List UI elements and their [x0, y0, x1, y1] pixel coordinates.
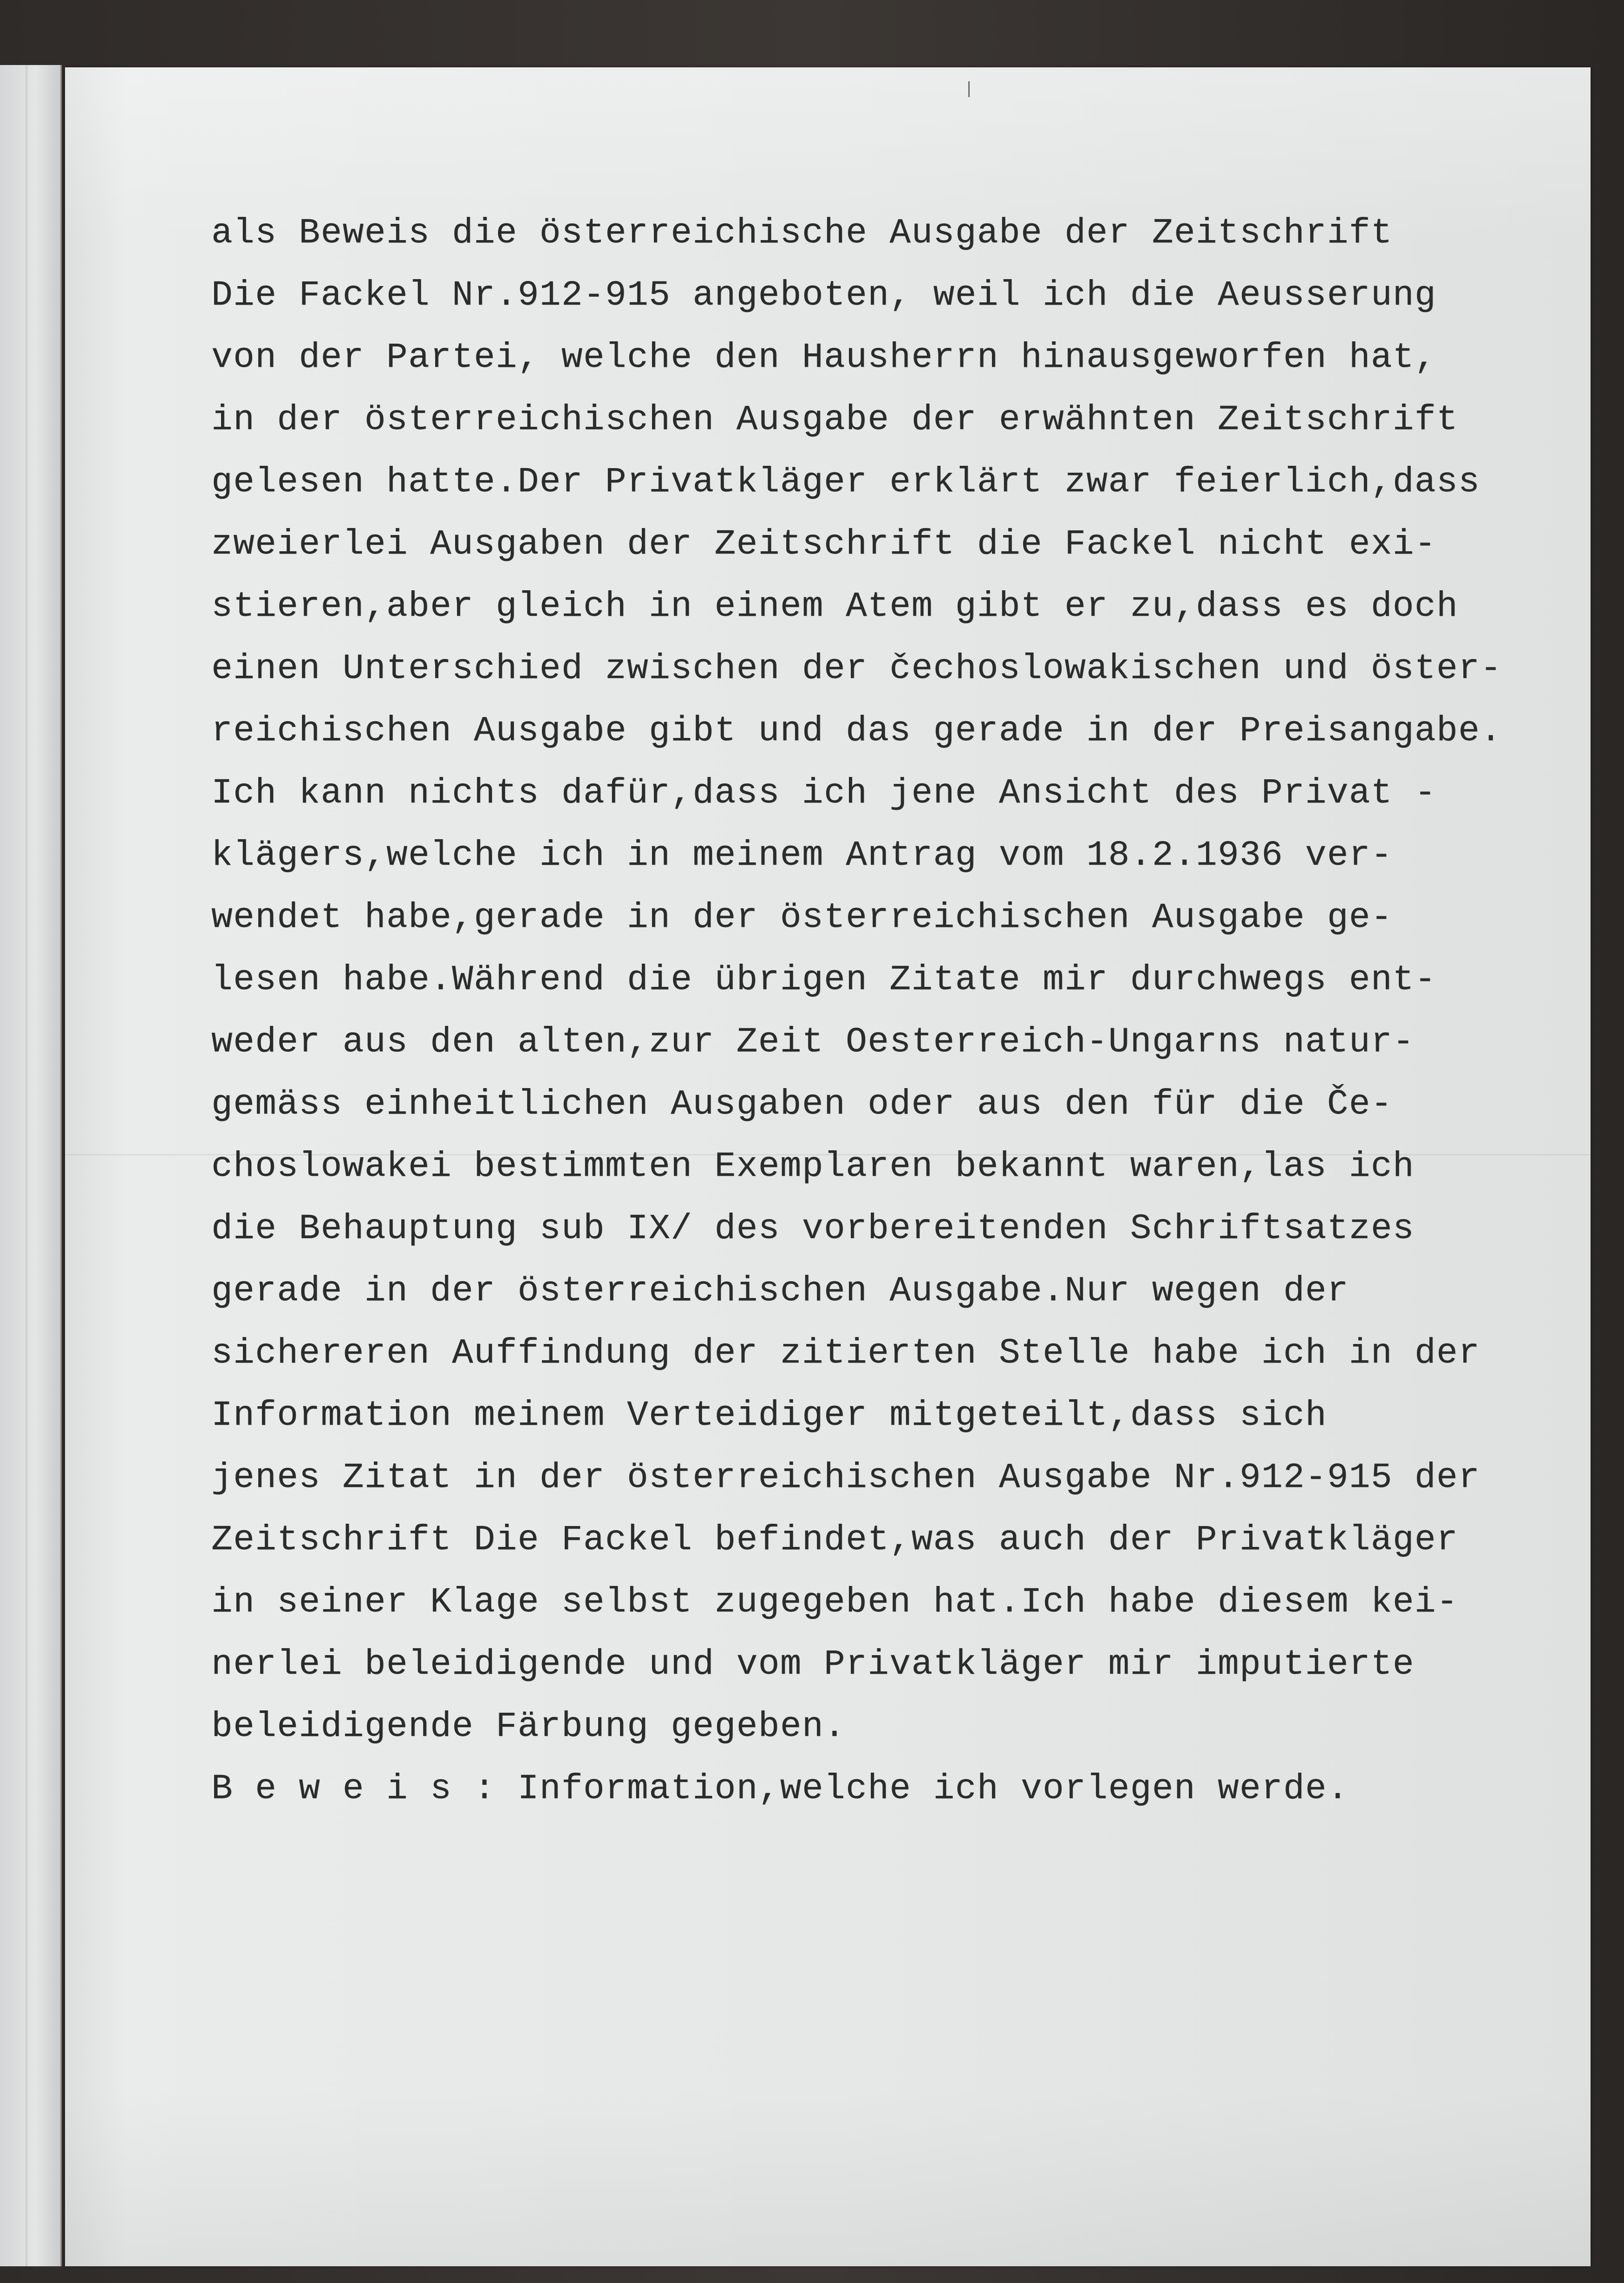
text-line: in seiner Klage selbst zugegeben hat.Ich habe diesem kei- [211, 1582, 1459, 1622]
text-line: die Behauptung sub IX/ des vorbereitenden Schriftsatzes [211, 1209, 1415, 1249]
text-line: von der Partei, welche den Hausherrn hinausgeworfen hat, [211, 338, 1437, 378]
text-line: Die Fackel Nr.912-915 angeboten, weil ich die Aeusserung [211, 275, 1437, 315]
text-line: in der österreichischen Ausgabe der erwähnten Zeitschrift [211, 400, 1459, 440]
text-line: beleidigende Färbung gegeben. [211, 1707, 846, 1747]
pencil-mark [968, 81, 970, 97]
text-line: choslowakei bestimmten Exemplaren bekannt waren,las ich [211, 1147, 1415, 1187]
text-line: B e w e i s : Information,welche ich vorlegen werde. [211, 1769, 1349, 1809]
typewritten-text [211, 202, 1512, 1820]
text-line: zweierlei Ausgaben der Zeitschrift die Fackel nicht exi- [211, 524, 1437, 564]
text-line: Information meinem Verteidiger mitgeteilt,dass sich [211, 1396, 1327, 1435]
text-line: nerlei beleidigende und vom Privatkläger mir imputierte [211, 1644, 1415, 1684]
text-line: jenes Zitat in der österreichischen Ausgabe Nr.912-915 der [211, 1458, 1481, 1498]
text-line: sichereren Auffindung der zitierten Stelle habe ich in der [211, 1333, 1481, 1373]
text-line: als Beweis die österreichische Ausgabe der Zeitschrift [211, 213, 1393, 253]
text-line: gelesen hatte.Der Privatkläger erklärt zwar feierlich,dass [211, 462, 1481, 502]
facing-page-edge [0, 65, 62, 2266]
text-line: einen Unterschied zwischen der čechoslowakischen und öster- [211, 649, 1502, 689]
text-line: stieren,aber gleich in einem Atem gibt er zu,dass es doch [211, 587, 1459, 626]
text-line: wendet habe,gerade in der österreichischen Ausgabe ge- [211, 898, 1393, 938]
text-line: reichischen Ausgabe gibt und das gerade in der Preisangabe. [211, 711, 1502, 751]
text-line: Zeitschrift Die Fackel befindet,was auch der Privatkläger [211, 1520, 1459, 1560]
text-line: weder aus den alten,zur Zeit Oesterreich-Ungarns natur- [211, 1022, 1415, 1062]
text-line: gerade in der österreichischen Ausgabe.Nur wegen der [211, 1271, 1349, 1311]
text-line: klägers,welche ich in meinem Antrag vom 18.2.1936 ver- [211, 835, 1393, 875]
text-line: lesen habe.Während die übrigen Zitate mir durchwegs ent- [211, 960, 1437, 1000]
text-line: gemäss einheitlichen Ausgaben oder aus den für die Če- [211, 1084, 1393, 1124]
text-line: Ich kann nichts dafür,dass ich jene Ansicht des Privat - [211, 773, 1437, 813]
